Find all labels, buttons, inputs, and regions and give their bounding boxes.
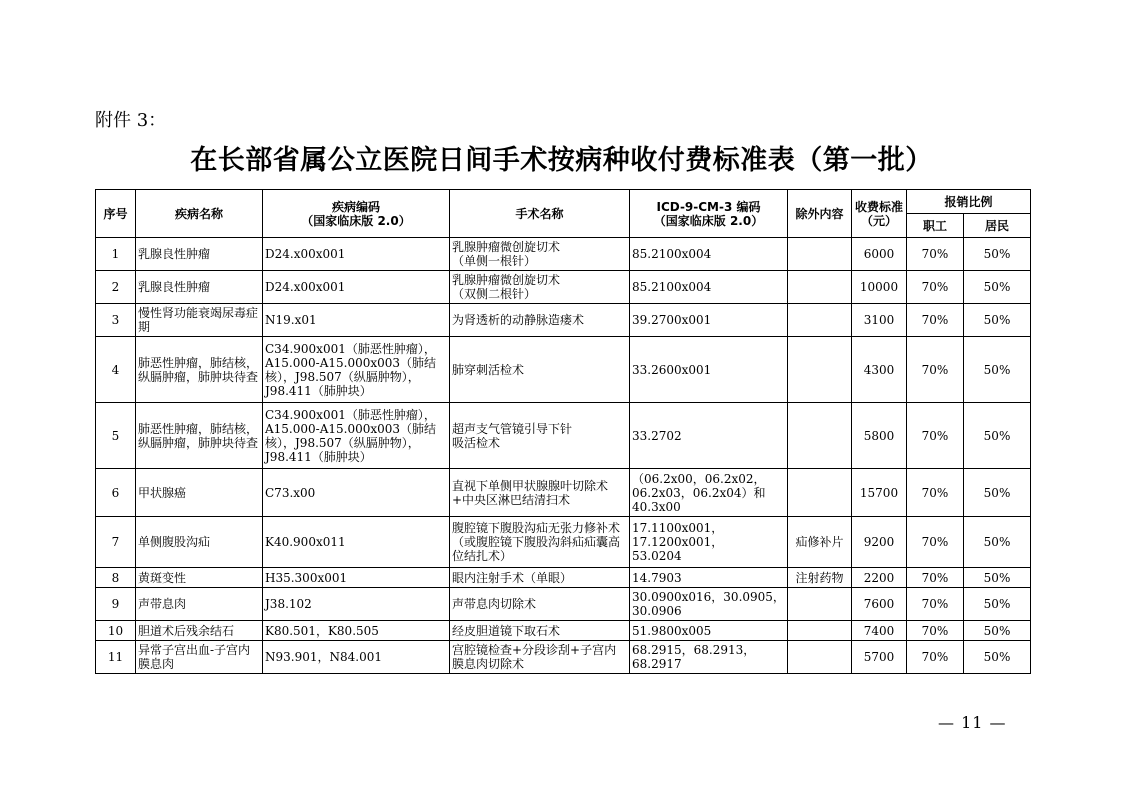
cell-seq: 9: [96, 588, 136, 621]
cell-resident: 50%: [964, 337, 1031, 403]
cell-icd: 39.2700x001: [630, 304, 788, 337]
cell-seq: 2: [96, 271, 136, 304]
fee-standard-table: [95, 189, 1031, 674]
cell-code: K40.900x011: [263, 517, 450, 568]
header-disease-name: 疾病名称: [136, 190, 263, 238]
cell-employee: 70%: [907, 641, 964, 674]
table-row: [96, 588, 1031, 621]
cell-exclude: [788, 304, 852, 337]
page-title: 在长部省属公立医院日间手术按病种收付费标准表（第一批）: [190, 145, 933, 176]
cell-disease: 乳腺良性肿瘤: [136, 238, 263, 271]
cell-icd: 33.2702: [630, 403, 788, 469]
cell-seq: 5: [96, 403, 136, 469]
table-row: [96, 337, 1031, 403]
cell-employee: 70%: [907, 621, 964, 641]
cell-resident: 50%: [964, 403, 1031, 469]
cell-fee: 5800: [852, 403, 907, 469]
cell-fee: 10000: [852, 271, 907, 304]
cell-code: D24.x00x001: [263, 271, 450, 304]
header-resident: 居民: [964, 214, 1031, 238]
cell-disease: 肺恶性肿瘤，肺结核，纵膈肿瘤，肺肿块待查: [136, 337, 263, 403]
table-row: [96, 517, 1031, 568]
cell-resident: 50%: [964, 238, 1031, 271]
cell-surgery: 腹腔镜下腹股沟疝无张力修补术（或腹腔镜下腹股沟斜疝疝囊高位结扎术）: [450, 517, 630, 568]
cell-surgery: 肺穿刺活检术: [450, 337, 630, 403]
cell-disease: 甲状腺癌: [136, 469, 263, 517]
cell-fee: 3100: [852, 304, 907, 337]
cell-code: K80.501，K80.505: [263, 621, 450, 641]
cell-fee: 15700: [852, 469, 907, 517]
cell-seq: 6: [96, 469, 136, 517]
cell-exclude: [788, 588, 852, 621]
cell-surgery: 宫腔镜检查+分段诊刮+子宫内膜息肉切除术: [450, 641, 630, 674]
cell-resident: 50%: [964, 304, 1031, 337]
cell-icd: 51.9800x005: [630, 621, 788, 641]
cell-fee: 7600: [852, 588, 907, 621]
table-row: [96, 403, 1031, 469]
table-row: [96, 271, 1031, 304]
cell-surgery: 为肾透析的动静脉造瘘术: [450, 304, 630, 337]
cell-disease: 异常子宫出血-子宫内膜息肉: [136, 641, 263, 674]
cell-seq: 1: [96, 238, 136, 271]
cell-code: N93.901，N84.001: [263, 641, 450, 674]
cell-resident: 50%: [964, 469, 1031, 517]
cell-exclude: [788, 621, 852, 641]
cell-disease: 慢性肾功能衰竭尿毒症期: [136, 304, 263, 337]
cell-employee: 70%: [907, 588, 964, 621]
cell-disease: 肺恶性肿瘤，肺结核，纵膈肿瘤，肺肿块待查: [136, 403, 263, 469]
cell-disease: 黄斑变性: [136, 568, 263, 588]
header-reimburse: 报销比例: [907, 190, 1031, 214]
cell-employee: 70%: [907, 304, 964, 337]
cell-code: N19.x01: [263, 304, 450, 337]
cell-resident: 50%: [964, 568, 1031, 588]
cell-icd: 85.2100x004: [630, 271, 788, 304]
cell-employee: 70%: [907, 238, 964, 271]
cell-code: J38.102: [263, 588, 450, 621]
cell-disease: 声带息肉: [136, 588, 263, 621]
header-employee: 职工: [907, 214, 964, 238]
cell-surgery: 声带息肉切除术: [450, 588, 630, 621]
cell-exclude: [788, 641, 852, 674]
cell-icd: （06.2x00，06.2x02，06.2x03，06.2x04）和40.3x00: [630, 469, 788, 517]
cell-code: D24.x00x001: [263, 238, 450, 271]
cell-employee: 70%: [907, 469, 964, 517]
cell-exclude: [788, 337, 852, 403]
cell-icd: 68.2915，68.2913，68.2917: [630, 641, 788, 674]
cell-seq: 8: [96, 568, 136, 588]
cell-code: H35.300x001: [263, 568, 450, 588]
cell-surgery: 乳腺肿瘤微创旋切术 （单侧一根针）: [450, 238, 630, 271]
cell-code: C73.x00: [263, 469, 450, 517]
header-fee: 收费标准 （元）: [852, 190, 907, 238]
cell-surgery: 经皮胆道镜下取石术: [450, 621, 630, 641]
cell-surgery: 超声支气管镜引导下针 吸活检术: [450, 403, 630, 469]
table-row: [96, 238, 1031, 271]
attachment-label: 附件 3：: [95, 110, 167, 131]
cell-employee: 70%: [907, 568, 964, 588]
cell-fee: 6000: [852, 238, 907, 271]
cell-fee: 4300: [852, 337, 907, 403]
cell-exclude: 疝修补片: [788, 517, 852, 568]
cell-exclude: 注射药物: [788, 568, 852, 588]
cell-exclude: [788, 271, 852, 304]
table-row: [96, 621, 1031, 641]
cell-resident: 50%: [964, 588, 1031, 621]
cell-disease: 乳腺良性肿瘤: [136, 271, 263, 304]
cell-surgery: 直视下单侧甲状腺腺叶切除术 +中央区淋巴结清扫术: [450, 469, 630, 517]
cell-exclude: [788, 403, 852, 469]
cell-seq: 10: [96, 621, 136, 641]
cell-seq: 11: [96, 641, 136, 674]
table-row: [96, 641, 1031, 674]
cell-disease: 单侧腹股沟疝: [136, 517, 263, 568]
cell-employee: 70%: [907, 271, 964, 304]
header-disease-code: 疾病编码 （国家临床版 2.0）: [263, 190, 450, 238]
header-surgery-name: 手术名称: [450, 190, 630, 238]
cell-fee: 7400: [852, 621, 907, 641]
cell-fee: 2200: [852, 568, 907, 588]
page-number: — 11 —: [938, 713, 1007, 732]
cell-resident: 50%: [964, 641, 1031, 674]
cell-employee: 70%: [907, 517, 964, 568]
cell-icd: 17.1100x001， 17.1200x001， 53.0204: [630, 517, 788, 568]
header-seq: 序号: [96, 190, 136, 238]
table-row: [96, 469, 1031, 517]
header-icd-code: ICD-9-CM-3 编码 （国家临床版 2.0）: [630, 190, 788, 238]
cell-resident: 50%: [964, 517, 1031, 568]
cell-surgery: 乳腺肿瘤微创旋切术 （双侧二根针）: [450, 271, 630, 304]
cell-exclude: [788, 469, 852, 517]
cell-seq: 4: [96, 337, 136, 403]
cell-code: C34.900x001（肺恶性肿瘤），A15.000-A15.000x003（肺结核），J98.507（纵膈肿物），J98.411（肺肿块）: [263, 403, 450, 469]
table-row: [96, 304, 1031, 337]
cell-icd: 85.2100x004: [630, 238, 788, 271]
table-row: [96, 568, 1031, 588]
cell-fee: 5700: [852, 641, 907, 674]
cell-exclude: [788, 238, 852, 271]
cell-resident: 50%: [964, 271, 1031, 304]
header-exclusions: 除外内容: [788, 190, 852, 238]
cell-resident: 50%: [964, 621, 1031, 641]
cell-icd: 14.7903: [630, 568, 788, 588]
cell-icd: 33.2600x001: [630, 337, 788, 403]
cell-disease: 胆道术后残余结石: [136, 621, 263, 641]
cell-code: C34.900x001（肺恶性肿瘤），A15.000-A15.000x003（肺结核），J98.507（纵膈肿物），J98.411（肺肿块）: [263, 337, 450, 403]
cell-seq: 3: [96, 304, 136, 337]
cell-surgery: 眼内注射手术（单眼）: [450, 568, 630, 588]
cell-fee: 9200: [852, 517, 907, 568]
cell-employee: 70%: [907, 403, 964, 469]
cell-seq: 7: [96, 517, 136, 568]
cell-icd: 30.0900x016，30.0905， 30.0906: [630, 588, 788, 621]
cell-employee: 70%: [907, 337, 964, 403]
